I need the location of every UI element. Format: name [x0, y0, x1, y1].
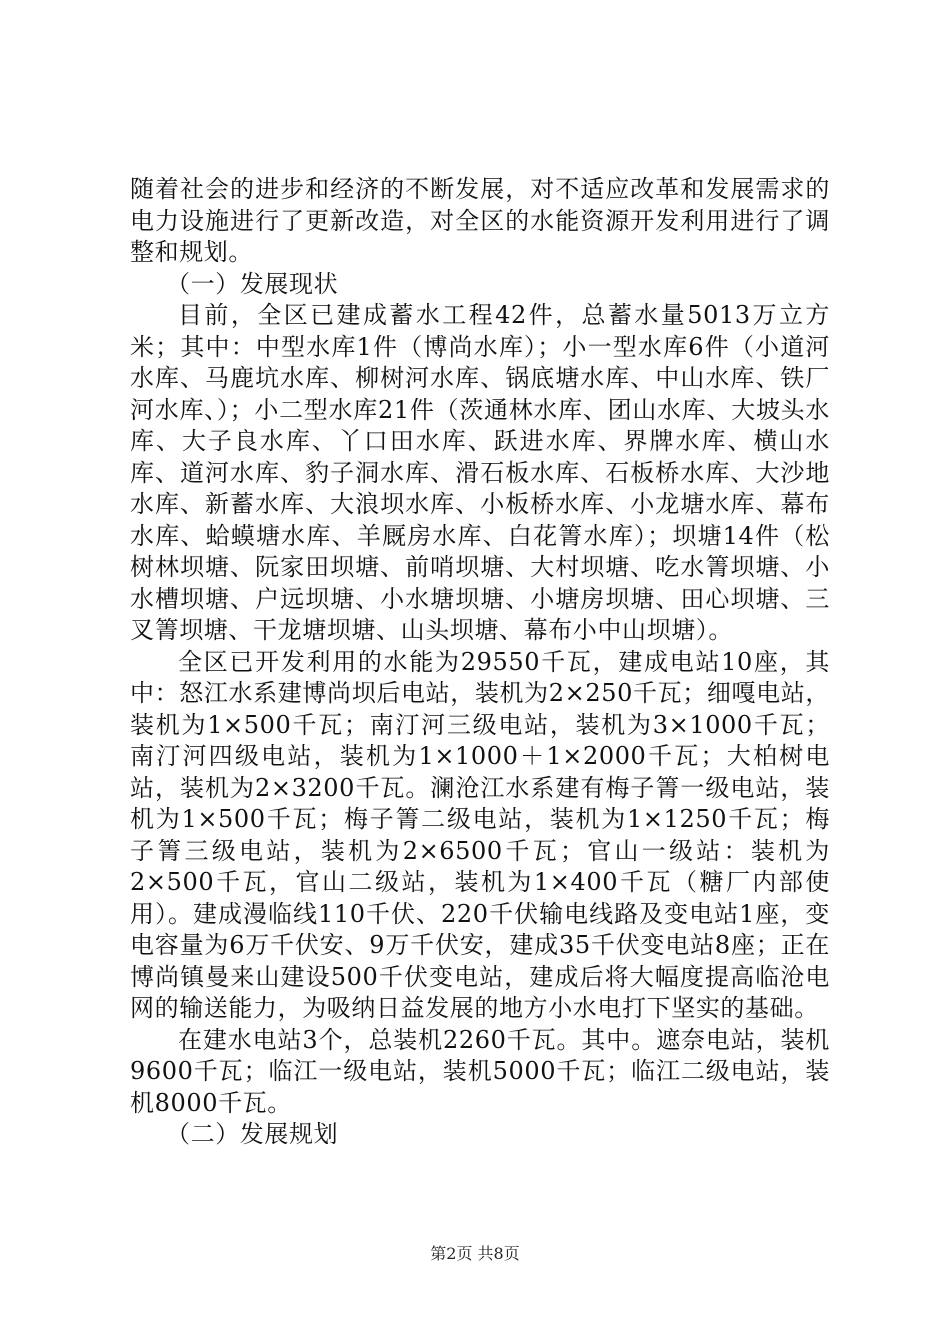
section-heading-status: （一）发展现状	[166, 269, 339, 298]
reservoir-paragraph: 目前，全区已建成蓄水工程42件，总蓄水量5013万立方米；其中：中型水库1件（博尚水库）；小一型水库6件（小道河水库、马鹿坑水库、柳树河水库、锅底塘水库、中山水库、铁厂河水库、）；小二型水库21件（茨通林水库、团山水库、大坡头水库、大子良水库、丫口田水库、跃进水库、界牌水库、横山水库、道河水库、豹子洞水库、滑石板水库、石板桥水库、大沙地水库、新蓄水库、大浪坝水库、小板桥水库、小龙塘水库、幕布水库、蛤蟆塘水库、羊厩房水库、白花箐水库）；坝塘14件（松树林坝塘、阮家田坝塘、前哨坝塘、大村坝塘、吃水箐坝塘、小水槽坝塘、户远坝塘、小水塘坝塘、小塘房坝塘、田心坝塘、三叉箐坝塘、干龙塘坝塘、山头坝塘、幕布小中山坝塘）。	[130, 301, 830, 644]
hydropower-paragraph: 全区已开发利用的水能为29550千瓦，建成电站10座，其中：怒江水系建博尚坝后电站，装机为2×250千瓦；细嘎电站，装机为1×500千瓦；南汀河三级电站，装机为3×1000千瓦；南汀河四级电站，装机为1×1000＋1×2000千瓦；大柏树电站，装机为2×3200千瓦。澜沧江水系建有梅子箐一级电站，装机为1×500千瓦；梅子箐二级电站，装机为1×1250千瓦；梅子箐三级电站，装机为2×6500千瓦；官山一级站：装机为2×500千瓦，官山二级站，装机为1×400千瓦（糖厂内部使用）。建成漫临线110千伏、220千伏输电线路及变电站1座，变电容量为6万千伏安、9万千伏安，建成35千伏变电站8座；正在博尚镇曼来山建设500千伏变电站，建成后将大幅度提高临沧电网的输送能力，为吸纳日益发展的地方小水电打下坚实的基础。	[130, 647, 830, 1022]
page-footer: 第2页 共8页	[430, 1244, 520, 1263]
intro-paragraph: 随着社会的进步和经济的不断发展，对不适应改革和发展需求的电力设施进行了更新改造，对全区的水能资源开发利用进行了调整和规划。	[130, 175, 830, 266]
section-heading-plan: （二）发展规划	[166, 1120, 339, 1148]
construction-paragraph: 在建水电站3个，总装机2260千瓦。其中。遮奈电站，装机9600千瓦；临江一级电站，装机5000千瓦；临江二级电站，装机8000千瓦。	[130, 1025, 830, 1117]
document-body	[130, 174, 830, 1151]
